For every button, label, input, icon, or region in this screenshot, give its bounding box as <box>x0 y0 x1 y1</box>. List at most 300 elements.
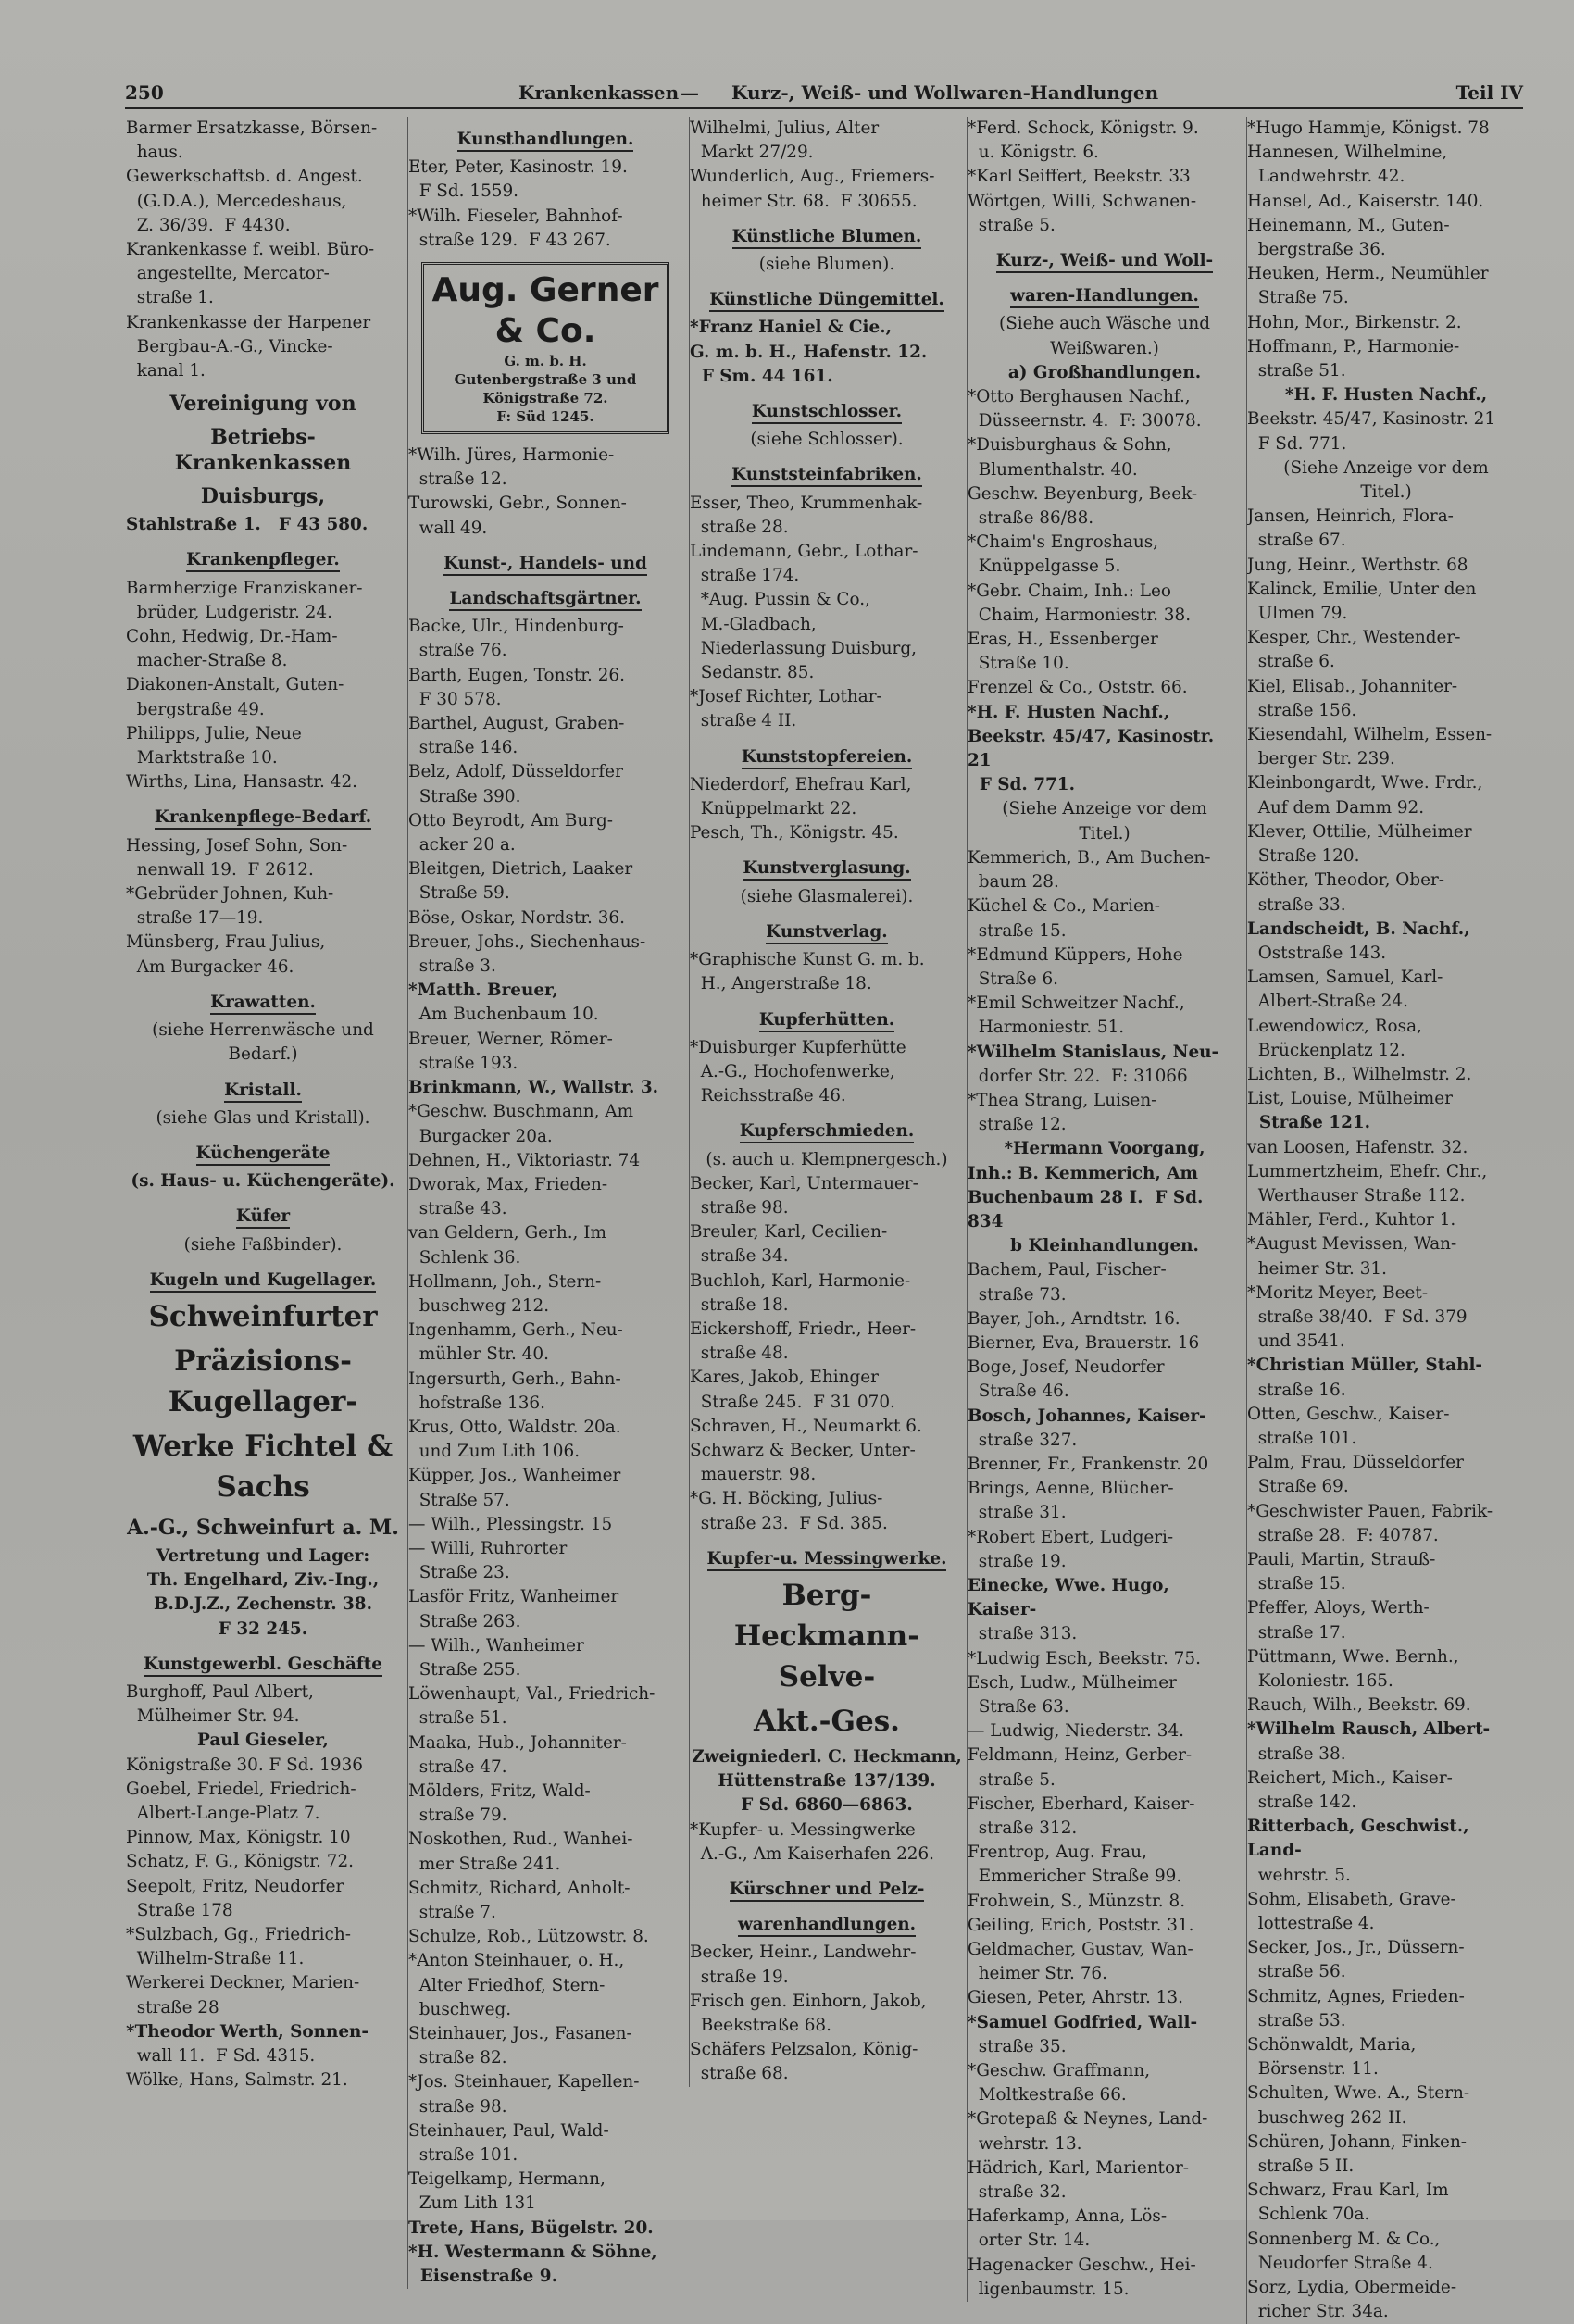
entry-line: Pfeffer, Aloys, Werth- <box>1247 1598 1430 1618</box>
entry-line: Beekstraße 68. <box>690 2016 831 2035</box>
entry-line: buschweg 262 II. <box>1247 2107 1407 2128</box>
section-heading-text: Krankenpflege-Bedarf. <box>155 807 371 830</box>
entry-line: baum 28. <box>968 872 1059 893</box>
entry-line: Geschw. Beyenburg, Beek- <box>968 483 1198 504</box>
entry-line: heimer Str. 31. <box>1247 1258 1387 1279</box>
entry-line: Heuken, Herm., Neumühler <box>1247 264 1489 284</box>
entry-line: Buchloh, Karl, Harmonie- <box>690 1270 911 1291</box>
entry-line: Belz, Adolf, Düsseldorfer <box>408 762 623 782</box>
entry-line: Z. 36/39. F 4430. <box>126 215 291 235</box>
entry-line: Pinnow, Max, Königstr. 10 <box>126 1828 351 1848</box>
entry-line: *Christian Müller, Stahl- <box>1247 1356 1483 1376</box>
entry-line: b Kleinhandlungen. <box>1010 1236 1199 1256</box>
entry-line: Frohwein, S., Münzstr. 8. <box>968 1891 1186 1911</box>
entry-line: straße 86/88. <box>968 508 1094 529</box>
entry-line: *Matth. Breuer, <box>408 981 558 1001</box>
entry-line: Burgacker 20a. <box>408 1126 553 1146</box>
entry-line: Lasför Fritz, Wanheimer <box>408 1587 619 1607</box>
entry-line: Moltkestraße 66. <box>968 2085 1127 2105</box>
entry-line: B.D.J.Z., Zechenstr. 38. <box>153 1594 373 1615</box>
entry-line: (siehe Schlosser). <box>750 430 904 450</box>
entry-line: F Sd. 771. <box>1247 433 1347 454</box>
entry-line: Straße 57. <box>408 1490 510 1510</box>
entry-line: straße 312. <box>968 1818 1078 1839</box>
section-heading <box>126 1205 400 1229</box>
entry-line: *Geschw. Buschmann, Am <box>408 1102 634 1122</box>
column-5 <box>1246 117 1525 2324</box>
entry-line: Wilhelm-Straße 11. <box>126 1949 305 1969</box>
section-heading <box>690 400 964 424</box>
entry-line: Th. Engelhard, Ziv.-Ing., <box>146 1570 380 1591</box>
entry-line: Straße 255. <box>408 1659 521 1680</box>
entry-line: Stahlstraße 1. F 43 580. <box>126 515 369 535</box>
entry-line: lottestraße 4. <box>1247 1914 1375 1934</box>
entry-line: Bosch, Johannes, Kaiser- <box>968 1406 1206 1426</box>
entry-line: Ulmen 79. <box>1247 604 1348 624</box>
entry-line: Hoffmann, P., Harmonie- <box>1247 336 1460 356</box>
section-heading <box>126 1142 400 1166</box>
entry-line: Becker, Heinr., Landwehr- <box>690 1943 917 1963</box>
entry-line: Reichert, Mich., Kaiser- <box>1247 1768 1453 1788</box>
entry-line: Düsseernstr. 4. F: 30078. <box>968 411 1202 431</box>
entry-line: Schwarz, Frau Karl, Im <box>1247 2180 1449 2201</box>
entry-line: Barmherzige Franziskaner- <box>126 578 363 598</box>
entry-line: Münsberg, Frau Julius, <box>126 932 326 953</box>
entry-line: Eter, Peter, Kasinostr. 19. <box>408 157 628 178</box>
entry-line: straße 18. <box>690 1294 789 1315</box>
section-heading <box>690 1878 964 1902</box>
header-right-title: Teil IV <box>1455 81 1523 104</box>
section-heading-text: Krankenpfleger. <box>186 550 340 572</box>
entry-line: Knüppelmarkt 22. <box>690 799 857 819</box>
entry-line: Brenner, Fr., Frankenstr. 20 <box>968 1454 1209 1474</box>
entry-line: *H. Westermann & Söhne, <box>408 2242 657 2262</box>
section-heading-text: Kunst-, Handels- und <box>443 554 647 576</box>
entry-line: Fischer, Eberhard, Kaiser- <box>968 1793 1195 1814</box>
entry-line: Kiesendahl, Wilhelm, Essen- <box>1247 725 1493 745</box>
entry-line: straße 47. <box>408 1756 507 1777</box>
entry-line: Börsenstr. 11. <box>1247 2059 1379 2080</box>
entry-line: Niederdorf, Ehefrau Karl, <box>690 774 912 794</box>
entry-line: *Geschw. Graffmann, <box>968 2061 1151 2081</box>
entry-line: Niederlassung Duisburg, <box>690 638 917 658</box>
entry-line: A.-G., Am Kaiserhafen 226. <box>690 1843 935 1864</box>
entry-line: Eras, H., Essenberger <box>968 630 1158 650</box>
section-heading <box>690 1119 964 1143</box>
entry-line: Albert-Lange-Platz 7. <box>126 1803 320 1823</box>
entry-line: Hollmann, Joh., Stern- <box>408 1271 602 1292</box>
entry-line: straße 76. <box>408 641 507 661</box>
entry-line: Heinemann, M., Guten- <box>1247 215 1450 235</box>
entry-line: F Sd. 771. <box>968 775 1076 795</box>
entry-line: wall 11. F Sd. 4315. <box>126 2045 316 2066</box>
section-heading <box>408 128 682 152</box>
entry-line: Hessing, Josef Sohn, Son- <box>126 835 348 856</box>
entry-line: Straße 75. <box>1247 288 1349 308</box>
entry-line: Knüppelgasse 5. <box>968 556 1121 577</box>
section-heading-text: Küchengeräte <box>196 1143 331 1166</box>
entry-line: Einecke, Wwe. Hugo, Kaiser- <box>968 1575 1176 1620</box>
entry-line: Bleitgen, Dietrich, Laaker <box>408 859 633 880</box>
entry-line: straße 327. <box>968 1430 1078 1450</box>
display-line: A.-G., Schweinfurt a. M. <box>127 1515 399 1540</box>
entry-line: Am Burgacker 46. <box>126 956 294 977</box>
entry-line: Esch, Ludw., Mülheimer <box>968 1672 1177 1693</box>
entry-line: straße 146. <box>408 738 518 758</box>
entry-line: Zweigniederl. C. Heckmann, <box>692 1746 962 1767</box>
entry-line: Bayer, Joh., Arndtstr. 16. <box>968 1308 1180 1329</box>
entry-line: Schwarz & Becker, Unter- <box>690 1440 916 1460</box>
entry-line: straße 3. <box>408 956 496 977</box>
entry-line: (siehe Glasmalerei). <box>740 886 914 906</box>
entry-line: und Zum Lith 106. <box>408 1442 581 1462</box>
section-heading-text: Kupferhütten. <box>759 1010 894 1032</box>
entry-line: buschweg 212. <box>408 1295 550 1316</box>
entry-line: Harmoniestr. 51. <box>968 1018 1125 1038</box>
entry-line: straße 142. <box>1247 1793 1357 1813</box>
entry-line: straße 5 II. <box>1247 2156 1355 2177</box>
entry-line: straße 28. <box>690 517 789 537</box>
entry-line: Straße 120. <box>1247 846 1360 867</box>
section-heading <box>126 1268 400 1293</box>
entry-line: van Geldern, Gerh., Im <box>408 1223 606 1243</box>
entry-line: straße 67. <box>1247 531 1346 551</box>
entry-line: Sohm, Elisabeth, Grave- <box>1247 1889 1456 1909</box>
entry-line: Albert-Straße 24. <box>1247 992 1408 1012</box>
entry-line: Reichsstraße 46. <box>690 1086 846 1106</box>
display-line: Duisburgs, <box>200 484 326 509</box>
entry-line: straße 51. <box>1247 361 1346 381</box>
entry-line: Lummertzheim, Ehefr. Chr., <box>1247 1161 1488 1181</box>
section-heading <box>408 587 682 611</box>
entry-line: angestellte, Mercator- <box>126 264 330 284</box>
section-heading-text: Kunstverlag. <box>766 922 887 944</box>
entry-line: Palm, Frau, Düsseldorfer <box>1247 1453 1464 1473</box>
section-heading <box>126 806 400 830</box>
entry-line: straße 17. <box>1247 1622 1346 1643</box>
entry-line: (siehe Glas und Kristall). <box>156 1107 370 1128</box>
section-heading-text: Kurz-, Weiß- und Woll- <box>996 251 1213 273</box>
entry-line: H., Angerstraße 18. <box>690 974 872 994</box>
entry-line: Becker, Karl, Untermauer- <box>690 1173 918 1193</box>
entry-line: Schulze, Rob., Lützowstr. 8. <box>408 1927 649 1947</box>
entry-line: Ingenhamm, Gerh., Neu- <box>408 1320 623 1341</box>
entry-line: straße 35. <box>968 2036 1067 2056</box>
entry-line: Böse, Oskar, Nordstr. 36. <box>408 907 625 928</box>
entry-line: (s. Haus- u. Küchengeräte). <box>131 1171 395 1192</box>
entry-line: Straße 63. <box>968 1697 1069 1717</box>
entry-line: wehrstr. 13. <box>968 2133 1082 2154</box>
ad-line: F: Süd 1245. <box>496 408 594 426</box>
entry-line: straße 5. <box>968 1769 1056 1790</box>
entry-line: Pauli, Martin, Strauß- <box>1247 1549 1436 1569</box>
entry-line: Dehnen, H., Viktoriastr. 74 <box>408 1150 641 1170</box>
section-heading <box>408 552 682 576</box>
entry-line: Straße 69. <box>1247 1477 1349 1497</box>
entry-line: acker 20 a. <box>408 835 516 856</box>
entry-line: straße 98. <box>690 1197 789 1218</box>
entry-line: Pesch, Th., Königstr. 45. <box>690 823 899 843</box>
entry-line: Philipps, Julie, Neue <box>126 723 302 743</box>
entry-line: Bedarf.) <box>228 1044 298 1065</box>
entry-line: Hüttenstraße 137/139. <box>718 1771 936 1792</box>
entry-line: (siehe Herrenwäsche und <box>152 1020 374 1041</box>
entry-line: F Sm. 44 161. <box>690 366 833 386</box>
entry-line: Breuer, Werner, Römer- <box>408 1029 613 1049</box>
section-heading <box>690 463 964 487</box>
ad-title: Aug. Gerner & Co. <box>431 271 659 351</box>
entry-line: Bergbau-A.-G., Vincke- <box>126 336 333 356</box>
entry-line: Sorz, Lydia, Obermeide- <box>1247 2278 1457 2298</box>
entry-line: kanal 1. <box>126 361 206 381</box>
entry-line: Boge, Josef, Neudorfer <box>968 1357 1165 1378</box>
entry-line: Jansen, Heinrich, Flora- <box>1247 506 1454 527</box>
header-middle-title: Kurz-, Weiß- und Wollwaren-Handlungen <box>731 81 1159 104</box>
entry-line: Krankenkasse f. weibl. Büro- <box>126 240 375 260</box>
entry-line: Goebel, Friedel, Friedrich- <box>126 1779 356 1799</box>
entry-line: ligenbaumstr. 15. <box>968 2279 1130 2299</box>
section-heading-text: Krawatten. <box>210 993 316 1015</box>
entry-line: (G.D.A.), Mercedeshaus, <box>126 191 347 211</box>
entry-line: Krankenkasse der Harpener <box>126 312 371 332</box>
entry-line: Küpper, Jos., Wanheimer <box>408 1466 621 1486</box>
entry-line: Königstraße 30. F Sd. 1936 <box>126 1755 363 1775</box>
entry-line: *Sulzbach, Gg., Friedrich- <box>126 1924 351 1944</box>
entry-line: Markt 27/29. <box>690 143 814 163</box>
entry-line: Buchenbaum 28 I. F Sd. 834 <box>968 1187 1209 1231</box>
section-heading <box>690 225 964 249</box>
entry-line: Vertretung und Lager: <box>156 1545 370 1566</box>
entry-line: *Kupfer- u. Messingwerke <box>690 1819 916 1840</box>
entry-line: Paul Gieseler, <box>197 1731 329 1751</box>
entry-line: *Wilhelm Rausch, Albert- <box>1247 1719 1491 1740</box>
section-heading <box>126 991 400 1015</box>
entry-line: brüder, Ludgeristr. 24. <box>126 602 332 622</box>
entry-line: Jung, Heinr., Werthstr. 68 <box>1247 555 1468 575</box>
entry-line: mühler Str. 40. <box>408 1344 549 1365</box>
entry-line: Lichten, B., Wilhelmstr. 2. <box>1247 1064 1472 1084</box>
entry-line: *Edmund Küppers, Hohe <box>968 944 1183 965</box>
entry-line: Diakonen-Anstalt, Guten- <box>126 675 344 695</box>
entry-line: straße 28 <box>126 1997 219 2018</box>
entry-line: Frentrop, Aug. Frau, <box>968 1843 1147 1863</box>
entry-line: Bierner, Eva, Brauerstr. 16 <box>968 1332 1200 1353</box>
entry-line: Schüren, Johann, Finken- <box>1247 2131 1468 2152</box>
entry-line: Gewerkschaftsb. d. Angest. <box>126 167 363 187</box>
entry-line: Oststraße 143. <box>1247 943 1387 963</box>
section-heading <box>690 1547 964 1571</box>
entry-line: Auf dem Damm 92. <box>1247 797 1425 818</box>
entry-line: M.-Gladbach, <box>690 614 817 634</box>
display-line: Akt.-Ges. <box>754 1704 900 1738</box>
entry-line: Wörtgen, Willi, Schwanen- <box>968 191 1197 211</box>
entry-line: G. m. b. H., Hafenstr. 12. <box>690 342 928 362</box>
entry-line: Turowski, Gebr., Sonnen- <box>408 494 627 514</box>
section-heading-text: Kunststeinfabriken. <box>731 465 922 487</box>
ad-line: Königstraße 72. <box>482 390 608 407</box>
entry-line: Lamsen, Samuel, Karl- <box>1247 968 1443 988</box>
entry-line: *Samuel Godfried, Wall- <box>968 2012 1198 2032</box>
entry-line: (siehe Blumen). <box>758 255 895 275</box>
entry-line: *Grotepaß & Neynes, Land- <box>968 2109 1208 2130</box>
entry-line: Ingersurth, Gerh., Bahn- <box>408 1368 621 1389</box>
entry-line: Landwehrstr. 42. <box>1247 167 1405 187</box>
entry-line: Barth, Eugen, Tonstr. 26. <box>408 665 625 685</box>
entry-line: Eickershoff, Friedr., Heer- <box>690 1318 917 1339</box>
entry-line: Kalinck, Emilie, Unter den <box>1247 579 1477 599</box>
entry-line: Mölders, Fritz, Wald- <box>408 1780 591 1801</box>
entry-line: Werkerei Deckner, Marien- <box>126 1973 360 1993</box>
section-heading <box>126 1079 400 1103</box>
entry-line: *Theodor Werth, Sonnen- <box>126 2021 369 2042</box>
entry-line: *Hermann Voorgang, <box>1004 1139 1205 1159</box>
section-heading <box>690 288 964 312</box>
entry-line: Teigelkamp, Hermann, <box>408 2169 606 2190</box>
entry-line: Schlenk 36. <box>408 1247 521 1268</box>
entry-line: Noskothen, Rud., Wanhei- <box>408 1830 633 1850</box>
section-heading-text: Künstliche Blumen. <box>732 227 922 249</box>
entry-line: *H. F. Husten Nachf., <box>968 702 1170 722</box>
entry-line: *Wilh. Fieseler, Bahnhof- <box>408 206 623 226</box>
entry-line: straße 34. <box>690 1246 789 1267</box>
entry-line: Hagenacker Geschw., Hei- <box>968 2255 1196 2275</box>
entry-line: (Siehe Anzeige vor dem <box>1283 457 1489 478</box>
entry-line: straße 101. <box>408 2145 518 2166</box>
entry-line: straße 82. <box>408 2048 507 2068</box>
entry-line: Straße 23. <box>408 1563 510 1583</box>
entry-line: — Wilh., Plessingstr. 15 <box>408 1514 613 1534</box>
entry-line: straße 7. <box>408 1903 496 1922</box>
entry-line: Alter Friedhof, Stern- <box>408 1975 606 1995</box>
entry-line: *Duisburger Kupferhütte <box>690 1037 906 1057</box>
entry-line: *Emil Schweitzer Nachf., <box>968 993 1185 1014</box>
entry-line: Lindemann, Gebr., Lothar- <box>690 542 918 562</box>
page-header <box>125 80 1523 109</box>
entry-line: bergstraße 36. <box>1247 240 1386 260</box>
entry-line: Neudorfer Straße 4. <box>1247 2253 1433 2273</box>
entry-line: Emmericher Straße 99. <box>968 1867 1182 1887</box>
section-heading-text: Kürschner und Pelz- <box>730 1880 925 1902</box>
entry-line: berger Str. 239. <box>1247 749 1395 769</box>
section-heading-text: Kunstschlosser. <box>752 402 902 424</box>
entry-line: *Chaim's Engroshaus, <box>968 532 1159 553</box>
entry-line: Eisenstraße 9. <box>408 2267 557 2287</box>
entry-line: straße 38/40. F Sd. 379 <box>1247 1306 1468 1327</box>
entry-line: Geiling, Erich, Poststr. 31. <box>968 1915 1194 1935</box>
column-3 <box>689 117 964 2087</box>
entry-line: *Wilhelm Stanislaus, Neu- <box>968 1042 1219 1062</box>
entry-line: straße 48. <box>690 1343 789 1364</box>
entry-line: Straße 6. <box>968 968 1059 989</box>
section-heading <box>690 745 964 769</box>
entry-line: Mähler, Ferd., Kuhtor 1. <box>1247 1210 1456 1231</box>
entry-line: straße 53. <box>1247 2010 1346 2030</box>
entry-line: — Willi, Ruhrorter <box>408 1538 568 1558</box>
entry-line: Schatz, F. G., Königstr. 72. <box>126 1852 354 1872</box>
display-line: Werke Fichtel & Sachs <box>132 1429 394 1504</box>
column-1 <box>126 117 400 2093</box>
entry-line: Köther, Theodor, Ober- <box>1247 870 1445 891</box>
entry-line: orter Str. 14. <box>968 2230 1091 2251</box>
entry-line: Otten, Geschw., Kaiser- <box>1247 1404 1450 1424</box>
entry-line: Esser, Theo, Krummenhak- <box>690 493 923 513</box>
entry-line: Schmitz, Richard, Anholt- <box>408 1878 631 1898</box>
entry-line: Hannesen, Wilhelmine, <box>1247 143 1448 163</box>
entry-line: (Siehe Anzeige vor dem <box>1002 799 1207 819</box>
entry-line: straße 12. <box>408 469 507 490</box>
entry-line: Barmer Ersatzkasse, Börsen- <box>126 119 378 138</box>
ad-line: G. m. b. H. <box>504 353 587 370</box>
entry-line: straße 17—19. <box>126 908 264 929</box>
entry-line: *Otto Berghausen Nachf., <box>968 387 1191 407</box>
entry-line: straße 4 II. <box>690 711 797 731</box>
entry-line: Hohn, Mor., Birkenstr. 2. <box>1247 312 1462 332</box>
entry-line: Püttmann, Wwe. Bernh., <box>1247 1646 1459 1667</box>
entry-line: *Geschwister Pauen, Fabrik- <box>1247 1501 1493 1521</box>
column-4 <box>967 117 1242 2302</box>
entry-line: Löwenhaupt, Val., Friedrich- <box>408 1684 656 1705</box>
entry-line: F Sd. 6860—6863. <box>741 1795 913 1816</box>
entry-line: Kemmerich, B., Am Buchen- <box>968 847 1211 868</box>
entry-line: straße 68. <box>690 2064 789 2084</box>
entry-line: Marktstraße 10. <box>126 748 278 768</box>
section-heading-text: Kupferschmieden. <box>740 1121 915 1143</box>
entry-line: Lewendowicz, Rosa, <box>1247 1016 1422 1036</box>
display-line: Schweinfurter <box>148 1299 378 1333</box>
entry-line: Schulten, Wwe. A., Stern- <box>1247 2083 1470 2104</box>
entry-line: *Robert Ebert, Ludgeri- <box>968 1527 1174 1547</box>
section-heading-text: Küfer <box>236 1206 290 1229</box>
entry-line: Krus, Otto, Waldstr. 20a. <box>408 1417 621 1437</box>
display-line: Präzisions-Kugellager- <box>168 1343 358 1418</box>
entry-line: Schlenk 70a. <box>1247 2205 1370 2225</box>
entry-line: Mülheimer Str. 94. <box>126 1706 300 1727</box>
entry-line: Feldmann, Heinz, Gerber- <box>968 1745 1193 1766</box>
entry-line: Straße 46. <box>968 1381 1069 1402</box>
entry-line: nenwall 19. F 2612. <box>126 859 314 880</box>
entry-line: Breuler, Karl, Cecilien- <box>690 1222 888 1243</box>
entry-line: *Josef Richter, Lothar- <box>690 687 882 707</box>
entry-line: Maaka, Hub., Johanniter- <box>408 1732 627 1753</box>
entry-line: Wilhelmi, Julius, Alter <box>690 119 880 138</box>
section-heading-text: Kunstgewerbl. Geschäfte <box>144 1655 382 1677</box>
section-heading-text: Kupfer-u. Messingwerke. <box>707 1549 947 1571</box>
entry-line: Straße 121. <box>1247 1113 1371 1133</box>
entry-line: *Graphische Kunst G. m. b. <box>690 950 925 970</box>
entry-line: Schraven, H., Neumarkt 6. <box>690 1416 922 1436</box>
section-heading-text: Landschaftsgärtner. <box>449 589 641 611</box>
entry-line: bergstraße 49. <box>126 699 265 719</box>
entry-line: straße 19. <box>690 1967 789 1987</box>
ad-line: Gutenbergstraße 3 und <box>454 371 637 389</box>
entry-line: *Franz Haniel & Cie., <box>690 318 893 338</box>
entry-line: straße 101. <box>1247 1428 1357 1448</box>
section-heading <box>690 856 964 881</box>
entry-line: Brings, Aenne, Blücher- <box>968 1479 1174 1499</box>
entry-line: Cohn, Hedwig, Dr.-Ham- <box>126 627 338 647</box>
entry-line: straße 15. <box>1247 1574 1346 1594</box>
entry-line: Brückenplatz 12. <box>1247 1040 1405 1060</box>
entry-line: Titel.) <box>1360 482 1412 503</box>
entry-line: Ritterbach, Geschwist., Land- <box>1247 1817 1476 1861</box>
entry-line: hofstraße 136. <box>408 1393 545 1413</box>
section-heading <box>126 548 400 572</box>
entry-line: straße 98. <box>408 2096 507 2117</box>
entry-line: *H. F. Husten Nachf., <box>1284 385 1488 406</box>
section-heading-text: Kugeln und Kugellager. <box>150 1270 377 1293</box>
entry-line: Werthauser Straße 112. <box>1247 1185 1466 1206</box>
entry-line: Sonnenberg M. & Co., <box>1247 2229 1441 2249</box>
